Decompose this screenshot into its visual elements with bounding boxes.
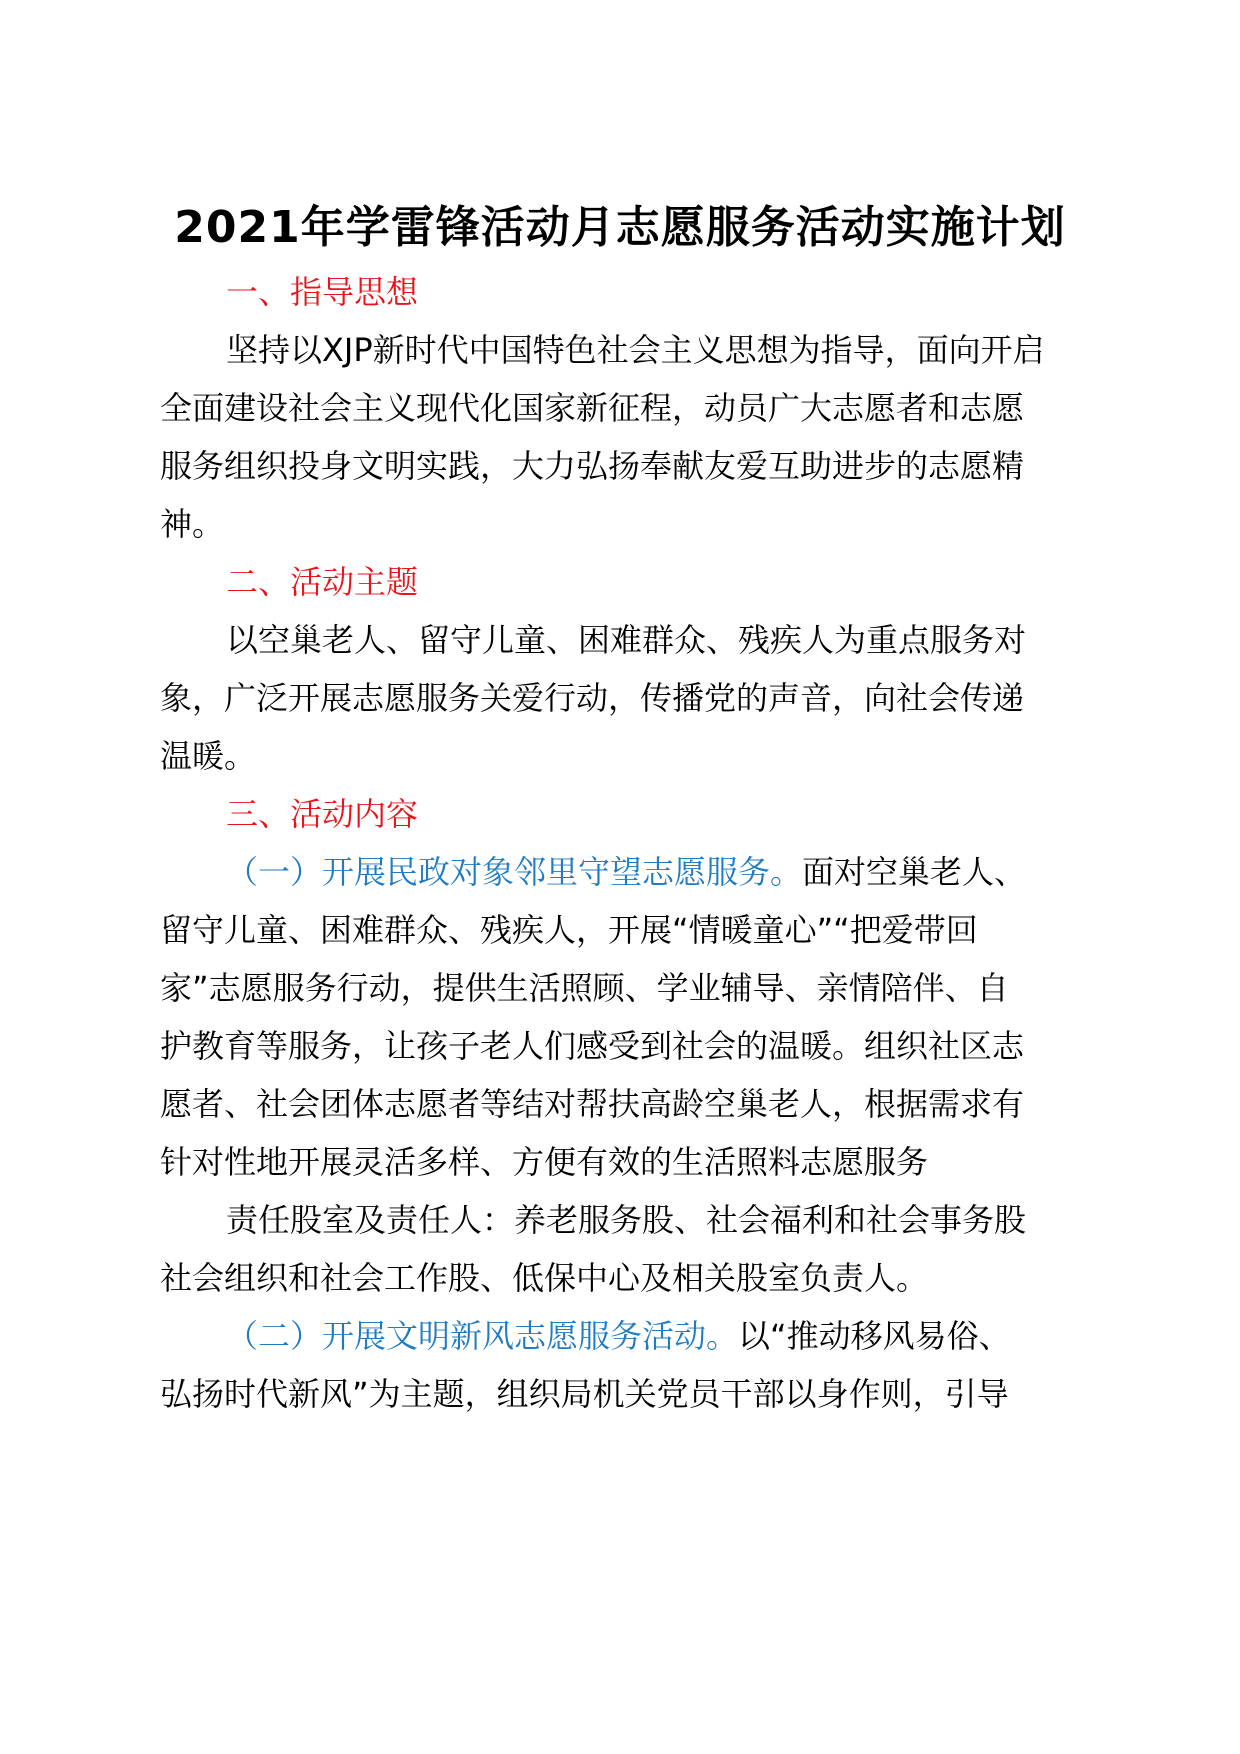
document-title: 2021年学雷锋活动月志愿服务活动实施计划 — [174, 202, 1066, 253]
subsection-text: 以“推动移风易俗、 — [738, 1317, 1011, 1355]
responsibility-line: 社会组织和社会工作股、低保中心及相关股室负责人。 — [160, 1259, 929, 1297]
subsection-line — [226, 850, 1026, 894]
paragraph-line: 护教育等服务，让孩子老人们感受到社会的温暖。组织社区志 — [160, 1027, 1025, 1065]
responsibility-line: 责任股室及责任人：养老服务股、社会福利和社会事务股 — [226, 1201, 1027, 1239]
paragraph-line: 愿者、社会团体志愿者等结对帮扶高龄空巢老人，根据需求有 — [160, 1085, 1025, 1123]
paragraph-line: 全面建设社会主义现代化国家新征程，动员广大志愿者和志愿 — [160, 389, 1025, 427]
paragraph-line: 以空巢老人、留守儿童、困难群众、残疾人为重点服务对 — [226, 621, 1027, 659]
paragraph-line: 坚持以XJP新时代中国特色社会主义思想为指导，面向开启 — [226, 331, 1045, 369]
paragraph-line: 留守儿童、困难群众、残疾人，开展“情暖童心”“把爱带回 — [160, 911, 978, 949]
subsection-heading-1: （一）开展民政对象邻里守望志愿服务。 — [226, 853, 803, 891]
subsection-text: 面对空巢老人、 — [802, 853, 1027, 891]
subsection-line — [226, 1314, 1011, 1358]
paragraph-line: 服务组织投身文明实践，大力弘扬奉献友爱互助进步的志愿精 — [160, 447, 1025, 485]
section-heading-activity-theme: 二、活动主题 — [226, 563, 419, 601]
subsection-heading-2: （二）开展文明新风志愿服务活动。 — [226, 1317, 739, 1355]
section-heading-activity-content: 三、活动内容 — [226, 795, 419, 833]
paragraph-line: 温暖。 — [160, 737, 257, 775]
paragraph-line: 神。 — [160, 505, 225, 543]
paragraph-line: 象，广泛开展志愿服务关爱行动，传播党的声音，向社会传递 — [160, 679, 1025, 717]
section-heading-guiding-ideology: 一、指导思想 — [226, 273, 419, 311]
paragraph-line: 家”志愿服务行动，提供生活照顾、学业辅导、亲情陪伴、自 — [160, 969, 1009, 1007]
paragraph-line: 针对性地开展灵活多样、方便有效的生活照料志愿服务 — [160, 1143, 929, 1181]
paragraph-line: 弘扬时代新风”为主题，组织局机关党员干部以身作则，引导 — [160, 1375, 1009, 1413]
